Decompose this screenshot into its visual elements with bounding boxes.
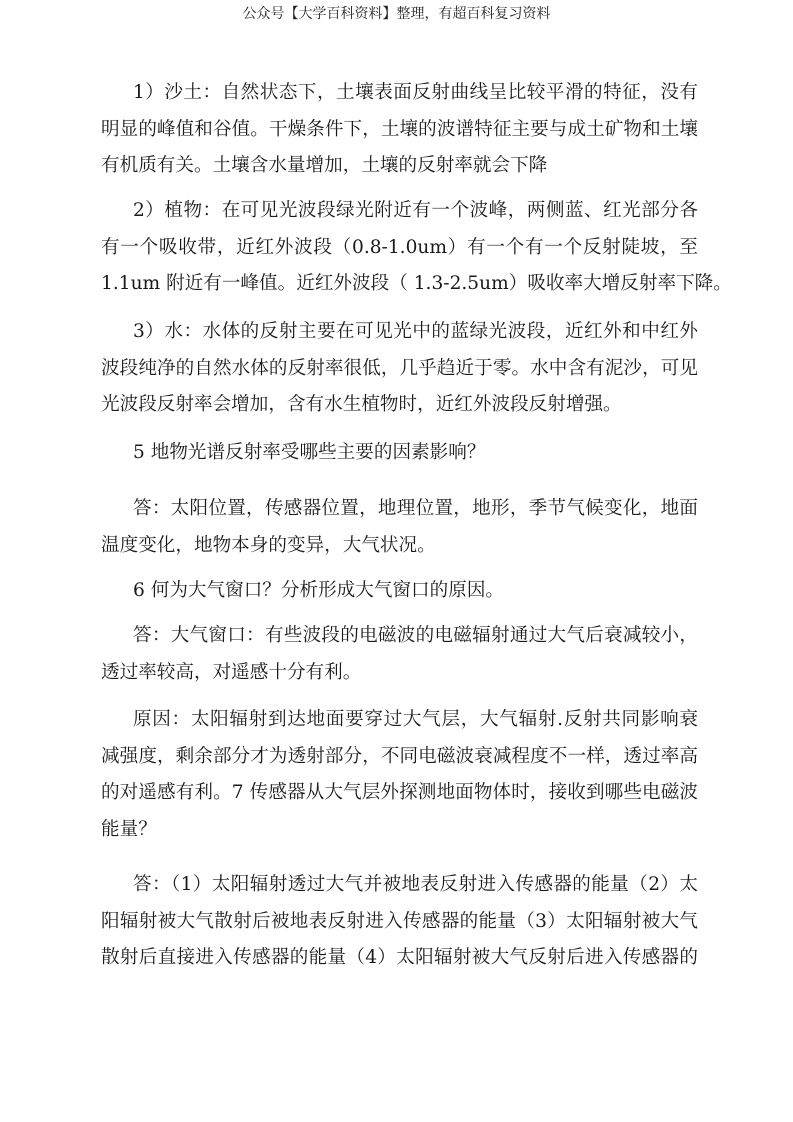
- text-line: 1）沙土：自然状态下，土壤表面反射曲线呈比较平滑的特征，没有: [133, 82, 698, 103]
- text-line: 2）植物：在可见光波段绿光附近有一个波峰，两侧蓝、红光部分各: [133, 200, 698, 221]
- paragraph-water: [101, 314, 698, 424]
- text-line: 波段纯净的自然水体的反射率很低，几乎趋近于零。水中含有泥沙，可见: [101, 357, 698, 379]
- text-line: 减强度，剩余部分才为透射部分，不同电磁波衰减程度不一样，透过率高: [101, 745, 698, 767]
- paragraph-reason: [101, 702, 698, 848]
- text-line: 答：太阳位置，传感器位置，地理位置，地形，季节气候变化，地面: [133, 498, 698, 519]
- text-line: 有机质有关。土壤含水量增加，土壤的反射率就会下降: [101, 155, 548, 177]
- text-line: 散射后直接进入传感器的能量（4）太阳辐射被大气反射后进入传感器的: [101, 947, 698, 969]
- text-line: 答：大气窗口：有些波段的电磁波的电磁辐射通过大气后衰减较小，: [133, 625, 698, 646]
- paragraph-a7: [101, 867, 698, 977]
- page-header: 公众号【大学百科资料】整理，有超百科复习资料: [242, 6, 551, 22]
- paragraph-a6: [101, 618, 698, 691]
- paragraph-q6: [101, 573, 698, 610]
- paragraph-vegetation: [101, 193, 732, 303]
- text-line: 阳辐射被大气散射后被地表反射进入传感器的能量（3）太阳辐射被大气: [101, 910, 698, 932]
- text-line: 能量？: [101, 818, 157, 840]
- text-line: 6 何为大气窗口？分析形成大气窗口的原因。: [133, 580, 505, 601]
- paragraph-a5: [101, 491, 698, 564]
- text-line: 1.1um 附近有一峰值。近红外波段（ 1.3-2.5um）吸收率大增反射率下降。: [101, 273, 732, 295]
- text-line: 原因：太阳辐射到达地面要穿过大气层，大气辐射.反射共同影响衰: [133, 709, 698, 730]
- text-line: 温度变化，地物本身的变异，大气状况。: [101, 534, 436, 556]
- text-line: 答：（1）太阳辐射透过大气并被地表反射进入传感器的能量（2）太: [133, 874, 698, 895]
- text-line: 光波段反射率会增加，含有水生植物时，近红外波段反射增强。: [101, 394, 622, 416]
- text-line: 透过率较高，对遥感十分有利。: [101, 661, 362, 683]
- paragraph-q5: [101, 435, 698, 472]
- text-line: 的对遥感有利。7 传感器从大气层外探测地面物体时，接收到哪些电磁波: [101, 782, 698, 804]
- text-line: 明显的峰值和谷值。干燥条件下，土壤的波谱特征主要与成土矿物和土壤: [101, 118, 698, 140]
- text-line: 3）水：水体的反射主要在可见光中的蓝绿光波段，近红外和中红外: [133, 321, 698, 342]
- text-line: 有一个吸收带，近红外波段（0.8-1.0um）有一个有一个反射陡坡，至: [101, 236, 698, 258]
- paragraph-soil: [101, 75, 698, 185]
- text-line: 5 地物光谱反射率受哪些主要的因素影响？: [133, 442, 486, 463]
